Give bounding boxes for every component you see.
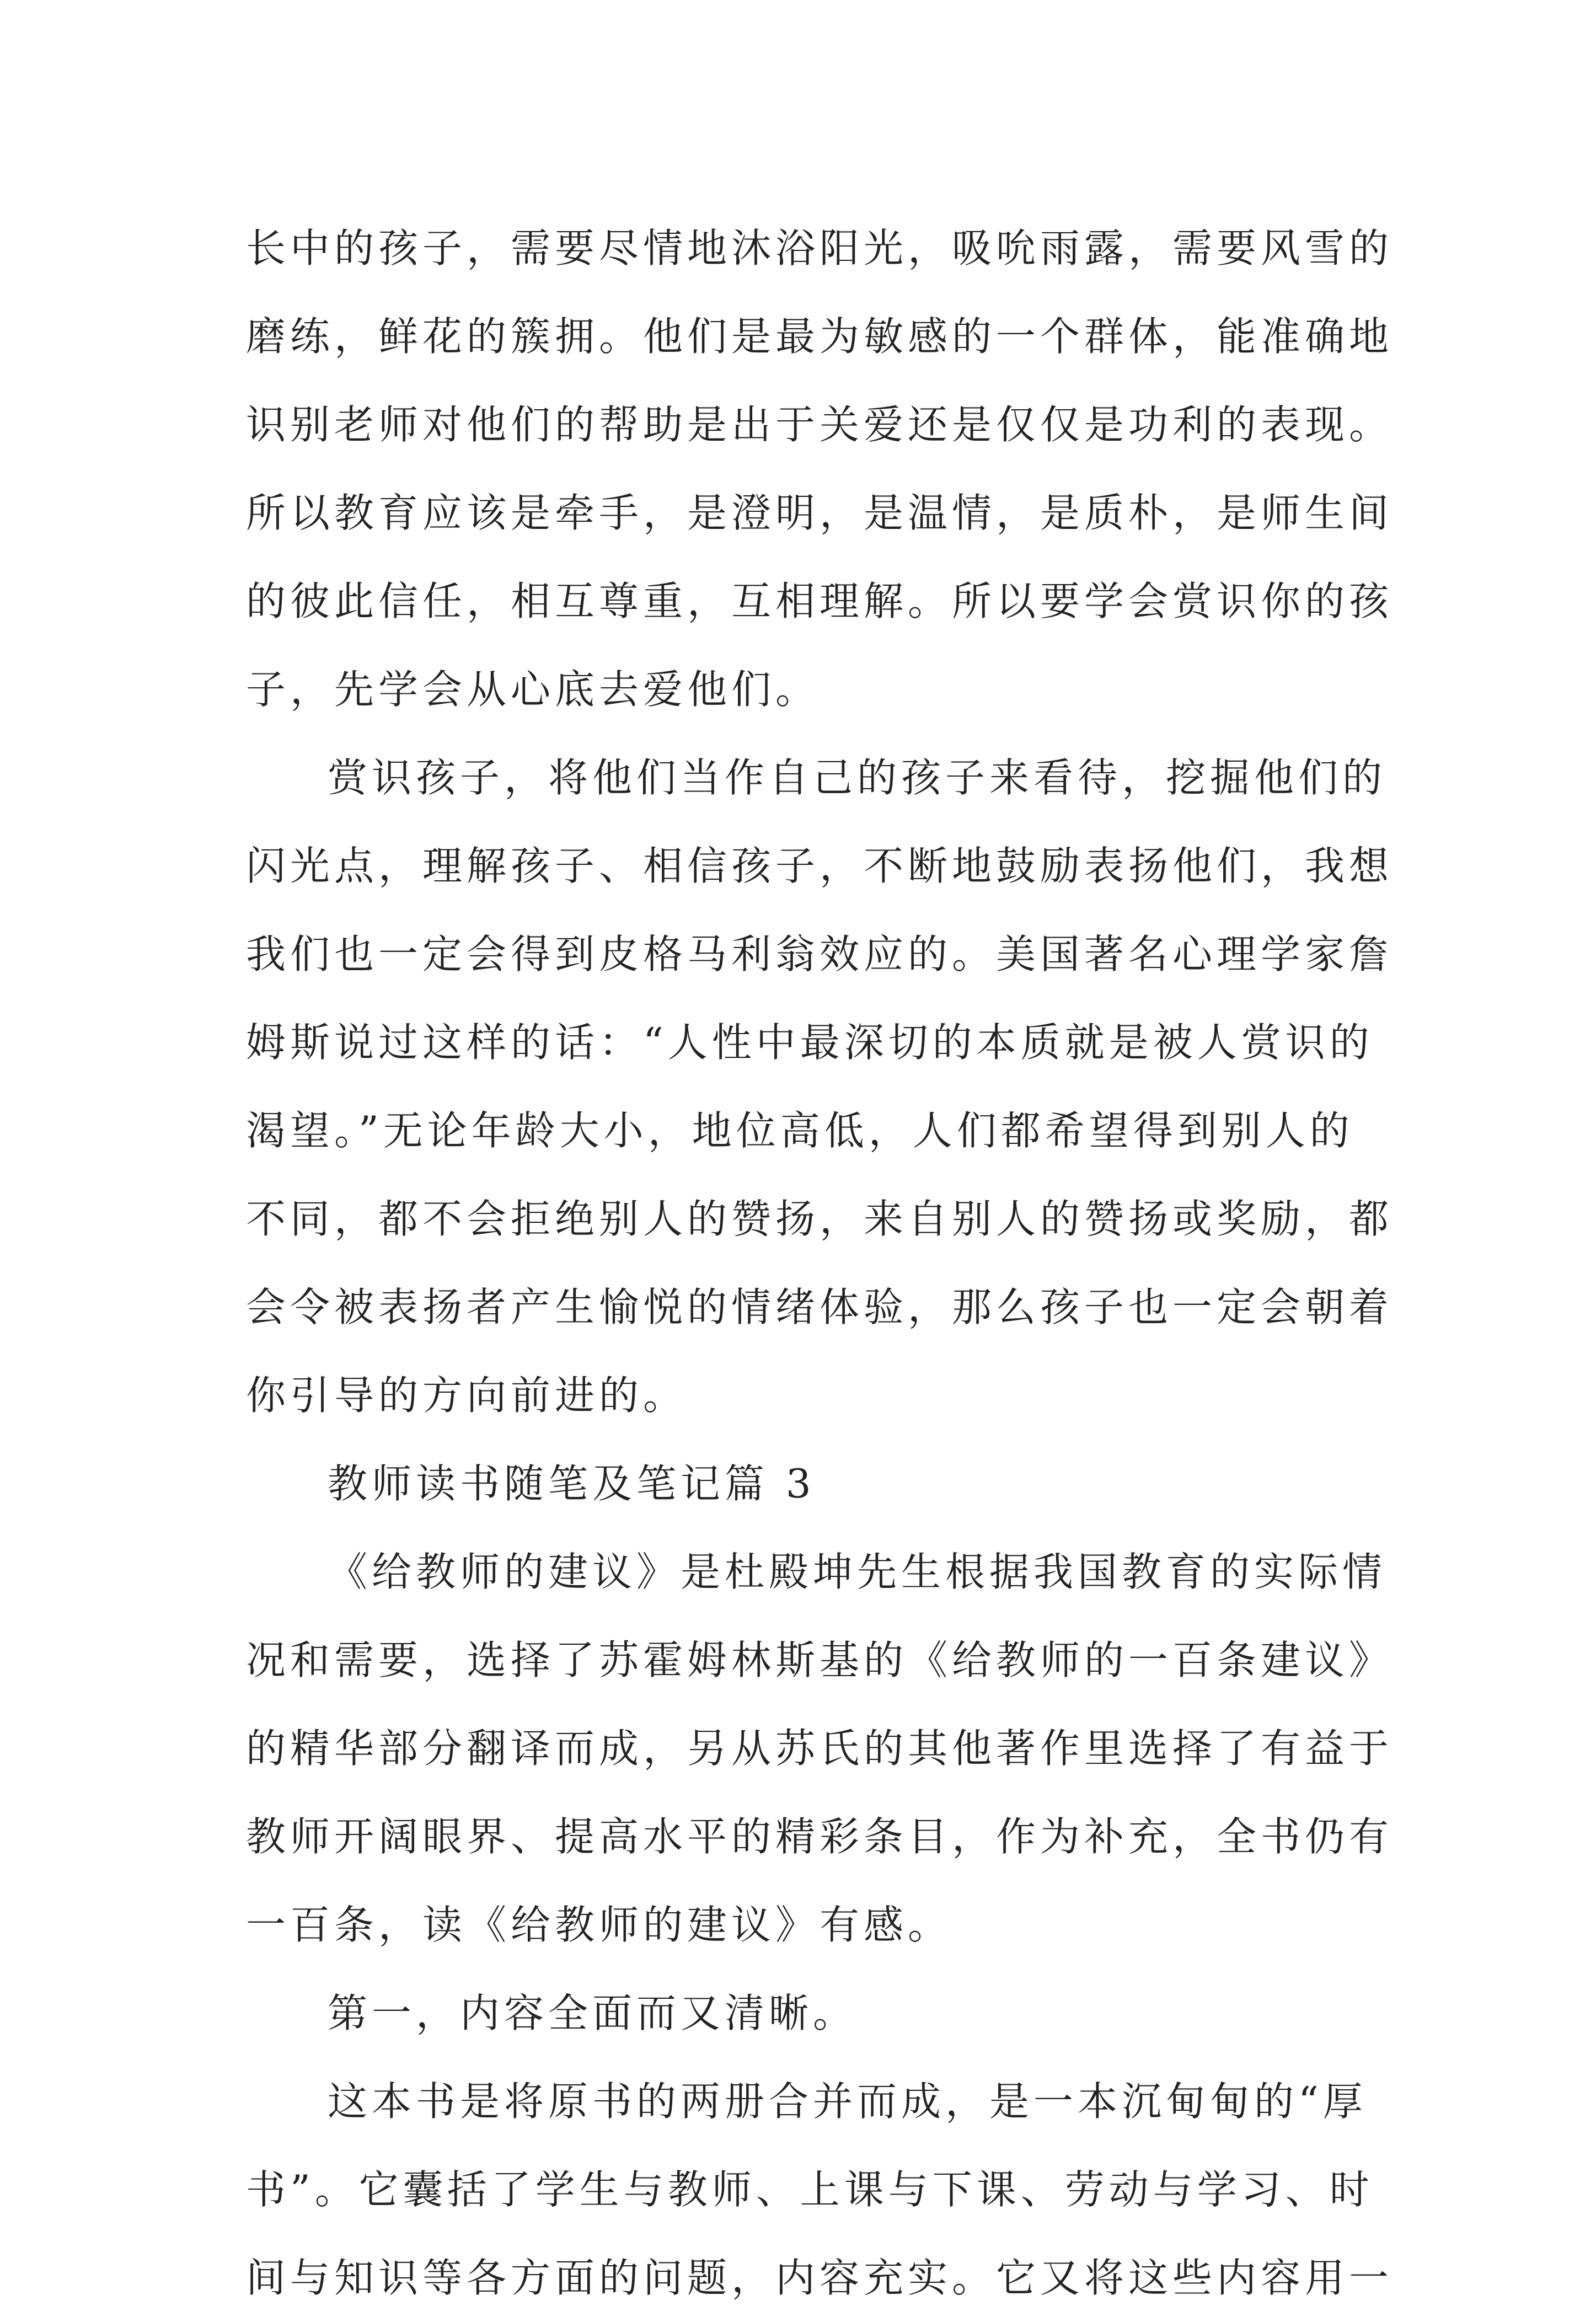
paragraph-first-line: 第一，内容全面而又清晰。 xyxy=(328,1990,858,2036)
text-line: 渴望。”无论年龄大小，地位高低，人们都希望得到别人的 xyxy=(246,1108,1354,1154)
text-line: 长中的孩子，需要尽情地沐浴阳光，吸吮雨露，需要风雪的 xyxy=(246,225,1394,271)
text-line: 书”。它囊括了学生与教师、上课与下课、劳动与学习、时 xyxy=(246,2166,1374,2213)
text-line: 间与知识等各方面的问题，内容充实。它又将这些内容用一 xyxy=(246,2255,1394,2301)
text-line: 磨练，鲜花的簇拥。他们是最为敏感的一个群体，能准确地 xyxy=(246,313,1394,360)
body-text xyxy=(246,204,1394,2322)
text-line: 所以教育应该是牵手，是澄明，是温情，是质朴，是师生间 xyxy=(246,490,1394,536)
section-heading: 教师读书随笔及笔记篇 3 xyxy=(328,1460,816,1507)
text-line: 教师开阔眼界、提高水平的精彩条目，作为补充，全书仍有 xyxy=(246,1813,1394,1860)
text-line: 会令被表扬者产生愉悦的情绪体验，那么孩子也一定会朝着 xyxy=(246,1284,1394,1330)
text-line: 识别老师对他们的帮助是出于关爱还是仅仅是功利的表现。 xyxy=(246,402,1394,448)
text-line: 的精华部分翻译而成，另从苏氏的其他著作里选择了有益于 xyxy=(246,1725,1394,1772)
text-line: 闪光点，理解孩子、相信孩子，不断地鼓励表扬他们，我想 xyxy=(246,843,1394,889)
text-line: 一百条，读《给教师的建议》有感。 xyxy=(246,1902,952,1948)
paragraph-first-line: 这本书是将原书的两册合并而成，是一本沉甸甸的“厚 xyxy=(328,2078,1367,2125)
text-line: 姆斯说过这样的话：“人性中最深切的本质就是被人赏识的 xyxy=(246,1019,1374,1066)
text-line: 况和需要，选择了苏霍姆林斯基的《给教师的一百条建议》 xyxy=(246,1637,1394,1683)
text-line: 不同，都不会拒绝别人的赞扬，来自别人的赞扬或奖励，都 xyxy=(246,1196,1394,1242)
text-line: 子，先学会从心底去爱他们。 xyxy=(246,666,820,713)
paragraph-first-line: 《给教师的建议》是杜殿坤先生根据我国教育的实际情 xyxy=(328,1549,1387,1595)
text-line: 你引导的方向前进的。 xyxy=(246,1372,688,1419)
text-line: 的彼此信任，相互尊重，互相理解。所以要学会赏识你的孩 xyxy=(246,578,1394,624)
paragraph-first-line: 赏识孩子，将他们当作自己的孩子来看待，挖掘他们的 xyxy=(328,755,1387,801)
text-line: 我们也一定会得到皮格马利翁效应的。美国著名心理学家詹 xyxy=(246,931,1394,977)
